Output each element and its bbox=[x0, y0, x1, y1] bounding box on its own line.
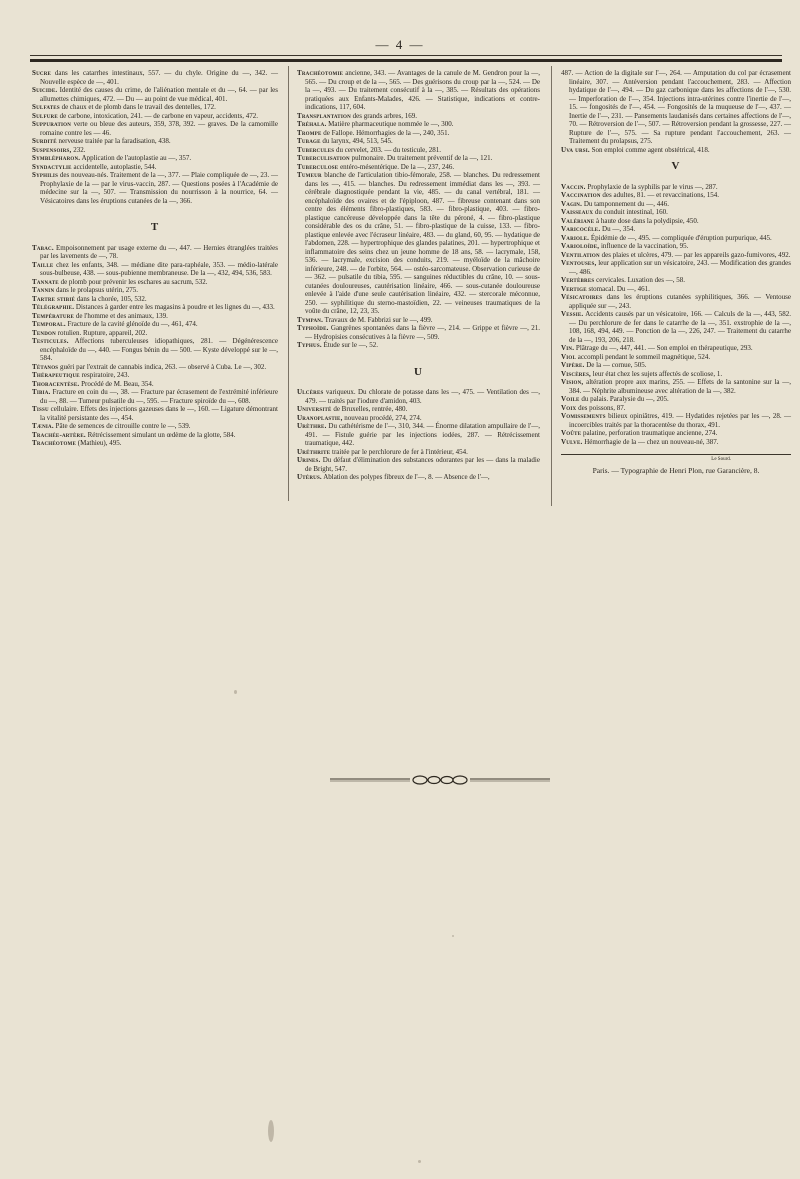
entry-text: du larynx, 494, 513, 545. bbox=[320, 137, 393, 145]
entry-headword: Taille bbox=[32, 260, 54, 269]
header-rule-thick bbox=[30, 59, 782, 62]
entry-headword: Tubage bbox=[297, 137, 321, 145]
entry-headword: Ventouses, bbox=[561, 259, 597, 267]
index-entry bbox=[561, 276, 791, 285]
entry-text: altération propre aux marins, 255. — Effets de la santonine sur la —, 384. — Néphrite albumineuse avec altération de la —, 382. bbox=[569, 378, 791, 395]
entry-text: Hémorrhagie de la — chez un nouveau-né, 387. bbox=[582, 437, 719, 446]
entry-text: 487. — Action de la digitale sur l'—, 264. — Amputation du col par écrasement linéaire, 307. — Antéversion pendant l'accouchement, 283. — Affection hydatique de l'—, 494. — Du gaz carbonique dans les affections de l'—, 530. — Imperforation de l'—, 354. Injections intra-utérines contre l'inertie de l'—, 15. — fongosités de l'—, 454. — Fongosités de la muqueuse de l'—, 437. — Inertie de l'—, 231. — Pansements laudanisés dans certaines affections de l'—, 70. — Rétroversion de l'—, 507. — Rétroversion pendant la grossesse, 227. — Rupture de l'—, 575. — Sa rupture pendant l'accouchement, 263. — Traitement du prolapsus, 275. bbox=[561, 69, 791, 145]
entry-headword: Uva ursi. bbox=[561, 145, 590, 154]
index-entry bbox=[32, 261, 278, 278]
paper-speck bbox=[418, 1160, 421, 1163]
section-letter-u: U bbox=[414, 365, 423, 378]
entry-text: Accidents causés par un vésicatoire, 166. — Calculs de la —, 443, 582. — Du perchlorure de fer dans le catarrhe de la —, 351. exstrophie de la —, 108, 168, 494, 449. — Ponction de la —, 226, 247. — Traitement du catarrhe de la —, 193, 206, 218. bbox=[569, 310, 791, 344]
entry-headword: Tuberculisation bbox=[297, 154, 350, 162]
index-entry bbox=[32, 286, 278, 295]
index-column-3-body bbox=[561, 69, 791, 446]
index-entry bbox=[297, 316, 540, 325]
entry-headword: Uréthrite bbox=[297, 447, 331, 456]
entry-text: Plâtrage du —, 447, 441. — Son emploi en thérapeutique, 293. bbox=[574, 344, 753, 352]
entry-headword: Thoracentèse. bbox=[32, 379, 80, 388]
index-entry bbox=[32, 120, 278, 137]
entry-text: bilieux opiniâtres, 419. — Hydatides rejetées par les —, 28. — incoercibles traités par la thoracentèse du thorax, 491. bbox=[569, 412, 791, 429]
entry-text: nouveau procédé, 274, 274. bbox=[342, 413, 422, 422]
entry-text: Empoisonnement par usage externe du —, 447. — Hernies étranglées traitées par les lavements de —, 78. bbox=[40, 243, 278, 260]
entry-headword: Télégraphie. bbox=[32, 303, 75, 311]
entry-text: influence de la vaccination, 95. bbox=[599, 242, 689, 250]
index-entry bbox=[297, 456, 540, 473]
index-entry bbox=[561, 285, 791, 294]
index-entry bbox=[297, 422, 540, 448]
entry-headword: Utérus. bbox=[297, 473, 322, 481]
index-entry bbox=[32, 278, 278, 287]
entry-text: Application de l'autoplastie au —, 357. bbox=[80, 154, 192, 162]
index-entry bbox=[561, 438, 791, 447]
entry-headword: Viol bbox=[561, 352, 577, 361]
entry-text: Travaux de M. Fabbrizi sur le —, 499. bbox=[323, 315, 433, 324]
entry-text: Fracture en coin du —, 38. — Fracture par écrasement de l'extrémité inférieure du —, 88. — Tumeur pulsatile du —, 595. — Fracture spiroïde du —, 608. bbox=[40, 388, 278, 405]
entry-text: Pâte de semences de citrouille contre le —, 539. bbox=[53, 422, 191, 430]
index-entry bbox=[561, 242, 791, 251]
index-entry bbox=[32, 380, 278, 389]
ornamental-divider bbox=[330, 773, 550, 785]
entry-text: Son emploi comme agent obstétrical, 418. bbox=[589, 145, 710, 154]
index-entry bbox=[561, 251, 791, 260]
entry-text: de chaux et de plomb dans le travail des dentelles, 172. bbox=[59, 103, 216, 111]
entry-text: nerveuse traitée par la faradisation, 438. bbox=[56, 137, 171, 145]
entry-text: 232. bbox=[71, 145, 86, 154]
index-column-1 bbox=[32, 69, 278, 448]
entry-headword: Voix bbox=[561, 403, 577, 412]
entry-text: Du —, 354. bbox=[600, 225, 636, 233]
entry-headword: Trachéotomie bbox=[297, 69, 344, 77]
index-entry bbox=[32, 154, 278, 163]
entry-text: Du cathétérisme de l'—, 310, 344. — Énorme dilatation ampullaire de l'—, 491. — Fistule guérie par les injections iodées, 287. — Rétrécissement traumatique, 442. bbox=[305, 422, 540, 447]
index-entry bbox=[561, 370, 791, 379]
index-entry bbox=[297, 146, 540, 155]
entry-headword: Université bbox=[297, 405, 332, 413]
index-entry bbox=[561, 183, 791, 192]
header-rule-thin bbox=[30, 55, 782, 56]
entry-text: dans la chorée, 105, 532. bbox=[75, 294, 147, 303]
entry-headword: Varicocèle. bbox=[561, 225, 601, 233]
index-entry bbox=[561, 378, 791, 395]
entry-text: de plomb pour prévenir les eschares au sacrum, 532. bbox=[58, 277, 208, 286]
index-entry bbox=[561, 353, 791, 362]
index-entry bbox=[297, 137, 540, 146]
entry-headword: Tannate bbox=[32, 277, 59, 286]
entry-headword: Voile bbox=[561, 395, 580, 403]
index-entry bbox=[297, 154, 540, 163]
index-entry bbox=[561, 310, 791, 344]
entry-text: (Mathieu), 495. bbox=[76, 439, 122, 447]
entry-text: traitée par le perchlorure de fer à l'intérieur, 454. bbox=[330, 447, 468, 456]
entry-headword: Temporal. bbox=[32, 320, 66, 328]
entry-text: du cervelet, 203. — du testicule, 281. bbox=[334, 145, 441, 154]
index-entry bbox=[297, 129, 540, 138]
entry-text: des grands arbres, 169. bbox=[350, 111, 417, 120]
section-letter-v: V bbox=[671, 160, 681, 172]
index-entry bbox=[32, 112, 278, 121]
index-entry bbox=[561, 146, 791, 155]
index-entry bbox=[561, 208, 791, 217]
entry-headword: Sulfure bbox=[32, 111, 58, 120]
entry-text: respiratoire, 243. bbox=[79, 371, 130, 379]
entry-headword: Ulcères bbox=[297, 388, 324, 396]
entry-text: stomacal. Du —, 461. bbox=[586, 284, 650, 293]
entry-headword: Uranoplastie, bbox=[297, 413, 343, 422]
entry-text: ancienne, 343. — Avantages de la canule de M. Gendron pour la —, 565. — Du croup et de la —, 565. — Des guérisons du croup par la —, 524. — De la —, 493. — Du traitement consécutif à la —, 385. — Résultats des opérations pratiquées aux Enfants-Malades, 426. — Statistique, indications et contre-indications, 117, 604. bbox=[305, 69, 540, 111]
paper-speck bbox=[268, 1120, 274, 1142]
entry-headword: Vessie. bbox=[561, 310, 584, 318]
index-entry bbox=[297, 112, 540, 121]
entry-headword: Valériane bbox=[561, 216, 595, 225]
index-entry bbox=[297, 324, 540, 341]
entry-headword: Tumeur bbox=[297, 171, 322, 179]
column-separator-1 bbox=[288, 66, 289, 501]
entry-headword: Suppuration bbox=[32, 120, 72, 128]
paper-speck bbox=[234, 690, 237, 694]
index-entry bbox=[32, 244, 278, 261]
index-entry bbox=[32, 431, 278, 440]
entry-headword: Syndactylie bbox=[32, 162, 72, 171]
index-entry bbox=[297, 448, 540, 457]
index-entry bbox=[32, 422, 278, 431]
index-entry bbox=[297, 171, 540, 316]
entry-headword: Urèthre. bbox=[297, 422, 327, 430]
index-entry bbox=[561, 412, 791, 429]
entry-headword: Thérapeutique bbox=[32, 371, 80, 379]
entry-text: Ablation des polypes fibreux de l'—, 8. — Absence de l'—, bbox=[321, 473, 490, 481]
entry-headword: Ventilation bbox=[561, 250, 600, 259]
entry-headword: Variole. bbox=[561, 233, 590, 242]
index-entry bbox=[561, 293, 791, 310]
entry-headword: Vagin. bbox=[561, 199, 583, 208]
index-entry bbox=[561, 191, 791, 200]
index-entry bbox=[297, 414, 540, 423]
entry-headword: Vaisseaux bbox=[561, 208, 594, 216]
entry-headword: Varioloïde, bbox=[561, 242, 600, 250]
entry-headword: Tissu bbox=[32, 405, 49, 413]
entry-text: Du défaut d'élimination des substances odorantes par les — dans la maladie de Bright, 547. bbox=[305, 456, 540, 473]
index-entry bbox=[32, 337, 278, 363]
printer-address: Paris. — Typographie de Henri Plon, rue Garancière, 8. bbox=[592, 465, 760, 475]
entry-text: palatine, perforation traumatique ancienne, 274. bbox=[581, 429, 718, 437]
entry-headword: Typhoïde. bbox=[297, 324, 329, 332]
entry-text: de Bruxelles, rentrée, 480. bbox=[331, 405, 408, 413]
entry-text: cellulaire. Effets des injections gazeuses dans le —, 160. — Ligature démontrant la vitalité persistante des —, 454. bbox=[40, 405, 278, 422]
entry-text: accompli pendant le sommeil magnétique, 524. bbox=[576, 352, 711, 361]
index-entry bbox=[32, 312, 278, 321]
index-entry bbox=[297, 405, 540, 414]
entry-text: Affections tuberculeuses idiopathiques, 281. — Dégénérescence encéphaloïde du —, 440. — Fongus bénin du — 500. — Kyste développé sur le —, 584. bbox=[40, 337, 278, 362]
entry-text: des nouveau-nés. Traitement de la —, 377. — Plaie compliquée de —, 23. — Prophylaxie de la — par le virus-vaccin, 287. — Questions posées à l'Académie de médecine sur la —, 507. — Transmission du nourrisson à la nourrice, 64. — Vésicatoires dans les éruptions cutanées de la —, 366. bbox=[40, 171, 278, 205]
entry-headword: Trachéotome bbox=[32, 439, 77, 447]
entry-text: à haute dose dans la polydipsie, 450. bbox=[594, 216, 699, 225]
entry-text: de carbone, intoxication, 241. — de carbone en vapeur, accidents, 472. bbox=[57, 111, 258, 120]
entry-text: verte ou bleue des auteurs, 359, 378, 392. — graves. De la camomille romaine contre les — 46. bbox=[40, 120, 278, 137]
index-entry bbox=[32, 163, 278, 172]
entry-text: de Fallope. Hémorrhagies de la —, 240, 351. bbox=[321, 128, 450, 137]
index-entry bbox=[32, 69, 278, 86]
entry-headword: Symblépharon. bbox=[32, 154, 81, 162]
entry-headword: Vomissements bbox=[561, 412, 606, 420]
section-letter-t: T bbox=[150, 221, 160, 233]
entry-text: variqueux. Du chlorate de potasse dans les —, 475. — Ventilation des —, 479. — traités par l'iodure d'amidon, 403. bbox=[305, 388, 540, 405]
entry-headword: Trompe bbox=[297, 128, 322, 137]
entry-headword: Tympan. bbox=[297, 315, 324, 324]
entry-text: rotulien. Rupture, appareil, 202. bbox=[55, 328, 148, 337]
index-entry bbox=[32, 329, 278, 338]
entry-text: du palais. Paralysie du —, 205. bbox=[579, 395, 669, 403]
entry-text: dans les éruptions cutanées syphilitiques, 366. — Ventouse appliquée sur —, 243. bbox=[569, 293, 791, 310]
index-entry bbox=[297, 388, 540, 405]
index-entry bbox=[561, 395, 791, 404]
entry-headword: Tannin bbox=[32, 286, 55, 294]
entry-headword: Typhus. bbox=[297, 341, 322, 349]
index-entry bbox=[32, 303, 278, 312]
entry-headword: Vaccination bbox=[561, 191, 601, 199]
index-entry bbox=[32, 371, 278, 380]
entry-headword: Tartre stibié bbox=[32, 294, 76, 303]
entry-headword: Vaccin. bbox=[561, 182, 586, 191]
entry-text: Identité des causes du crime, de l'aliénation mentale et du —, 64. — par les allumettes chimiques, 472. — Du — au point de vue médical, 401. bbox=[40, 86, 278, 103]
entry-headword: Sulfates bbox=[32, 103, 60, 111]
entry-headword: Vulve. bbox=[561, 437, 583, 446]
entry-text: Rétrécissement simulant un œdème de la glotte, 584. bbox=[85, 430, 236, 439]
entry-headword: Syphilis bbox=[32, 171, 59, 179]
entry-text: dans les catarrhes intestinaux, 557. — du chyle. Origine du —, 342. — Nouvelle espèce de —, 401. bbox=[40, 69, 278, 86]
index-entry bbox=[32, 439, 278, 448]
entry-headword: Vésicatoires bbox=[561, 293, 603, 301]
entry-text: Gangrènes spontanées dans la fièvre —, 214. — Grippe et fièvre —, 21. — Hydropisies consécutives à la fièvre —, 509. bbox=[305, 324, 540, 341]
index-entry bbox=[561, 234, 791, 243]
entry-text: Fracture de la cavité glénoïde du —, 461, 474. bbox=[65, 320, 198, 328]
entry-headword: Testicules. bbox=[32, 337, 69, 345]
index-entry bbox=[561, 225, 791, 234]
entry-text: leur application sur un vésicatoire, 243. — Modification des grandes —, 486. bbox=[569, 259, 791, 276]
index-entry bbox=[32, 388, 278, 405]
index-entry bbox=[32, 405, 278, 422]
page-number: — 4 — bbox=[375, 37, 425, 52]
entry-headword: Vipère. bbox=[561, 361, 585, 369]
index-entry bbox=[32, 363, 278, 372]
entry-text: guéri par l'extrait de cannabis indica, 263. — observé à Cuba. Le —, 302. bbox=[58, 362, 267, 371]
index-entry bbox=[32, 103, 278, 112]
entry-text: de l'homme et des animaux, 139. bbox=[74, 311, 168, 320]
entry-text: pulmonaire. Du traitement préventif de la —, 121. bbox=[349, 154, 493, 162]
index-entry bbox=[561, 404, 791, 413]
entry-headword: Trachée-artère. bbox=[32, 430, 86, 439]
entry-headword: Température bbox=[32, 311, 75, 320]
entry-text: Du tamponnement du —, 446. bbox=[582, 199, 669, 208]
entry-text: leur état chez les sujets affectés de scoliose, 1. bbox=[591, 369, 723, 378]
entry-headword: Suspensoirs, bbox=[32, 145, 72, 154]
column-separator-2 bbox=[551, 66, 552, 506]
entry-text: accidentelle, autoplastie, 544. bbox=[71, 162, 157, 171]
entry-headword: Vin. bbox=[561, 344, 575, 352]
entry-headword: Tænia. bbox=[32, 422, 54, 430]
index-entry bbox=[32, 146, 278, 155]
entry-text: blanche de l'articulation tibio-fémorale, 258. — blanches. Du redressement dans les —, 415. — blanches. Du redressement immédiat dans les —, 393. — cérébrale diagnostiquée pendant la vie, 485. — du canal vertébral, 181. — encéphaloïde des ovaires et de l'épiploon, 487. — fibreuse contenant dans son centre des éléments fibro-plastiques, 583. — fibro-plastique, 403. — fibro-plastique cancéreuse développée dans la tête du péroné, 4. — fibro-plastique considérable des os du crâne, 51. — fibro-plastique de la cuisse, 133. — fibro-plastique enlevée avec l'écraseur linéaire, 483. — du gland, 60, 95. — hydatique de l'abdomen, 228. — hypertrophique des glandes palatines, 201. — hypertrophique et inflammatoire des seins chez un jeune homme de 18 ans, 58. — lacrymale, 158, 536. — lacrymale, excision des conduits, 219. — myéloïde de la mâchoire inférieure, 248. — de l'orbite, 564. — ostéo-sarcomateuse. Observation curieuse de — 362. — pulsatile du tibia, 595. — sanguines réductibles du crâne, 10. — sous-cutanées douloureuses, cautérisation linéaire, 466. — sous-cutanée douloureuse enlevée à l'aide d'une seule cautérisation linéaire, 432. — stercorale méconnue, 250. — syphilitique du sterno-mastoïdien, 22. — veineuses traumatiques de la voûte du crâne, 12, 23, 35. bbox=[305, 171, 540, 315]
entry-text: Distances à garder entre les magasins à poudre et les lignes du —, 433. bbox=[74, 303, 275, 311]
entry-text: Prophylaxie de la syphilis par le virus —, 287. bbox=[585, 182, 718, 191]
entry-headword: Tuberculose bbox=[297, 162, 339, 171]
entry-text: Matière pharmaceutique nommée le —, 300. bbox=[326, 120, 454, 128]
index-entry bbox=[297, 163, 540, 172]
entry-headword: Voûte bbox=[561, 429, 582, 437]
entry-text: des plaies et ulcères, 479. — par les appareils gazo-fumivores, 492. bbox=[599, 250, 791, 259]
entry-text: Procédé de M. Beau, 354. bbox=[79, 379, 154, 388]
index-entry bbox=[561, 361, 791, 370]
paper-speck bbox=[452, 935, 454, 937]
entry-headword: Vision, bbox=[561, 378, 584, 386]
index-entry bbox=[32, 171, 278, 205]
index-entry bbox=[297, 69, 540, 112]
index-entry bbox=[297, 341, 540, 350]
entry-text: Épidémie de —, 495. — compliquée d'éruption purpurique, 445. bbox=[589, 233, 772, 242]
entry-headword: Transplantation bbox=[297, 111, 351, 120]
entry-headword: Tubercules bbox=[297, 145, 335, 154]
index-entry bbox=[32, 295, 278, 304]
entry-text: chez les enfants, 348. — médiane dite para-raphéale, 353. — médio-latérale sous-bulbeuse, 438. — sous-pubienne membraneuse. De la —, 432, 494, 536, 583. bbox=[40, 260, 278, 277]
index-entry bbox=[32, 137, 278, 146]
index-entry bbox=[297, 473, 540, 482]
index-entry bbox=[561, 69, 791, 146]
entry-headword: Vertige bbox=[561, 284, 587, 293]
index-entry bbox=[32, 320, 278, 329]
entry-text: De la — cornue, 505. bbox=[584, 361, 647, 369]
entry-headword: Tendon bbox=[32, 328, 56, 337]
entry-headword: Viscères, bbox=[561, 369, 592, 378]
index-entry bbox=[32, 86, 278, 103]
entry-headword: Vertèbres bbox=[561, 276, 595, 284]
entry-headword: Suicide. bbox=[32, 86, 58, 94]
index-entry bbox=[297, 120, 540, 129]
index-entry bbox=[561, 429, 791, 438]
entry-text: Étude sur le —, 52. bbox=[321, 341, 378, 349]
index-entry bbox=[561, 344, 791, 353]
index-entry bbox=[561, 259, 791, 276]
printer-imprint bbox=[561, 454, 791, 475]
entry-text: du conduit intestinal, 160. bbox=[593, 208, 668, 216]
entry-headword: Tibia. bbox=[32, 388, 51, 396]
entry-text: des poissons, 87. bbox=[576, 403, 626, 412]
entry-text: cervicales. Luxation des —, 58. bbox=[594, 276, 685, 284]
entry-headword: Urines. bbox=[297, 456, 321, 464]
printer-credit: Le Sourd. bbox=[711, 457, 731, 462]
index-entry bbox=[561, 217, 791, 226]
index-column-2 bbox=[297, 69, 540, 482]
entry-text: entéro-mésentérique. De la —, 237, 246. bbox=[338, 162, 455, 171]
entry-text: des adultes, 81. — et revaccinations, 154. bbox=[600, 191, 720, 199]
entry-headword: Tréhala. bbox=[297, 120, 327, 128]
entry-text: dans le prolapsus utérin, 275. bbox=[54, 286, 139, 294]
entry-headword: Surdité bbox=[32, 137, 57, 145]
index-column-3 bbox=[561, 69, 791, 475]
entry-headword: Tabac. bbox=[32, 243, 54, 252]
index-entry bbox=[561, 200, 791, 209]
entry-headword: Tétanos bbox=[32, 362, 59, 371]
entry-headword: Sucre bbox=[32, 69, 52, 77]
